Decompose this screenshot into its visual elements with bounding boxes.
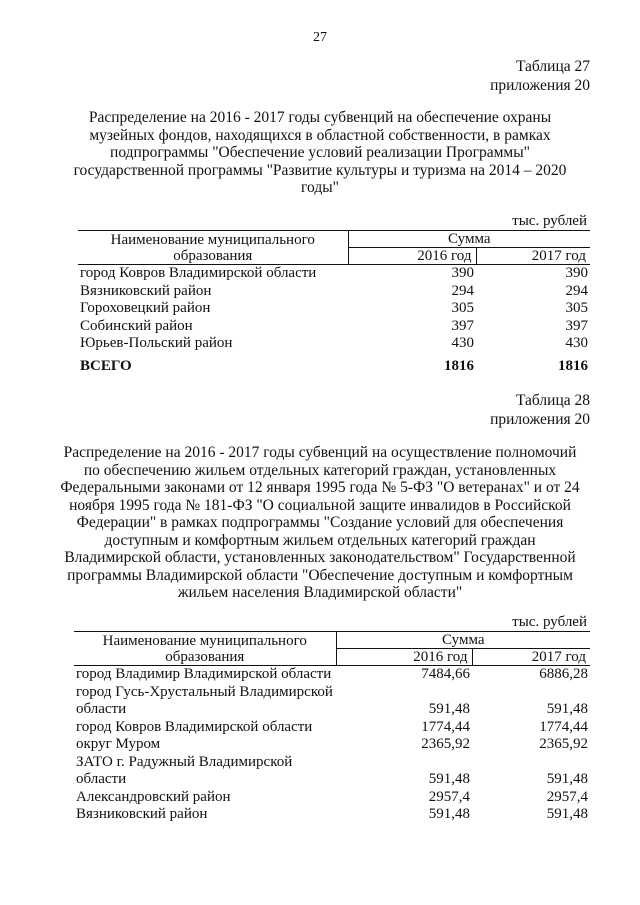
table28-label	[490, 391, 590, 429]
table28-title-line: по обеспечению жильем отдельных категорий граждан, установленных	[83, 461, 557, 479]
row-2017: 1774,44	[539, 718, 589, 735]
row-name: Гороховецкий район	[80, 300, 211, 316]
row-name-line2: области	[76, 771, 127, 787]
row-2017: 591,48	[546, 771, 589, 787]
row-2016: 390	[451, 265, 474, 281]
table28-header-2016: 2016 год	[336, 649, 472, 666]
table-row	[74, 806, 590, 824]
row-2017: 591,48	[546, 701, 589, 717]
table-row	[78, 335, 590, 353]
table27-label	[490, 57, 590, 95]
table28-label-line2: приложения 20	[490, 411, 590, 428]
table27-header-2016: 2016 год	[348, 248, 476, 265]
row-name-line1: Вязниковский район	[76, 806, 208, 822]
row-name	[74, 736, 336, 754]
row-name	[74, 806, 336, 824]
table28-title-line: Владимирской области, установленных законодательством" Государственной	[64, 549, 576, 566]
table-row	[74, 684, 590, 719]
table27-units: тыс. рублей	[512, 213, 587, 229]
table27	[78, 230, 590, 375]
table27-label-line2: приложения 20	[490, 77, 590, 94]
table28	[74, 631, 590, 824]
row-2016: 430	[451, 335, 474, 351]
table28-units: тыс. рублей	[512, 614, 587, 630]
header-name-line2: образования	[173, 247, 253, 264]
table28-title-line: жильем населения Владимирской области"	[177, 584, 463, 601]
total-2016: 1816	[444, 357, 474, 374]
table28-header-sum: Сумма	[336, 632, 590, 649]
row-name: город Ковров Владимирской области	[80, 265, 317, 281]
table28-title-line: доступным и комфортным жильем отдельных категорий граждан	[104, 531, 536, 549]
row-name	[74, 789, 336, 807]
row-2016: 591,48	[428, 701, 470, 717]
table-row	[78, 318, 590, 336]
header-name-line1: Наименование муниципального	[110, 231, 315, 248]
table28-title-line: Федерации" в рамках подпрограммы "Создание условий для обеспечения	[76, 514, 564, 531]
table-row	[74, 754, 590, 789]
table27-title-line: государственной программы "Развитие культуры и туризма на 2014 – 2020	[73, 161, 567, 179]
table-row	[74, 789, 590, 807]
page-number: 27	[313, 30, 327, 45]
table28-header-name	[74, 632, 336, 666]
row-name: Юрьев-Польский район	[80, 335, 233, 351]
table-row	[74, 666, 590, 684]
row-2017: 390	[565, 265, 589, 281]
table27-label-line1: Таблица 27	[515, 58, 590, 75]
row-name-line1: округ Муром	[76, 736, 161, 752]
row-name	[74, 754, 336, 789]
row-2017: 430	[565, 335, 589, 351]
table-row	[74, 719, 590, 737]
row-name-line1: город Ковров Владимирской области	[76, 718, 313, 735]
table27-title-line: подпрограммы "Обеспечение условий реализации Программы"	[110, 144, 530, 161]
table27-header-sum: Сумма	[348, 231, 590, 248]
row-2017: 591,48	[546, 806, 589, 822]
row-2017: 6886,28	[539, 666, 589, 682]
row-2017: 397	[565, 317, 589, 334]
row-2016: 305	[451, 300, 474, 316]
row-name-line1: ЗАТО г. Радужный Владимирской	[76, 753, 293, 770]
total-2017: 1816	[558, 357, 589, 374]
row-name-line2: области	[76, 701, 127, 717]
row-name: Вязниковский район	[80, 282, 212, 299]
table27-header-name	[78, 231, 348, 265]
row-name-line1: Александровский район	[76, 788, 231, 805]
table28-title	[60, 444, 580, 602]
row-2016: 7484,66	[421, 666, 470, 682]
row-2016: 2957,4	[428, 788, 470, 805]
total-label: ВСЕГО	[80, 357, 132, 374]
table28-header-2017: 2017 год	[472, 649, 590, 666]
row-2017: 2957,4	[546, 788, 589, 805]
table28-title-line: Федеральными законами от 12 января 1995 года № 5-ФЗ "О ветеранах" и от 24	[60, 479, 580, 496]
table27-title-line: музейных фондов, находящихся в областной собственности, в рамках	[89, 126, 551, 144]
row-2016: 2365,92	[421, 736, 470, 752]
table28-title-line: Распределение на 2016 - 2017 годы субвенций на осуществление полномочий	[63, 444, 577, 461]
row-2016: 1774,44	[421, 718, 470, 735]
row-name	[74, 666, 336, 684]
table28-label-line1: Таблица 28	[515, 392, 590, 409]
table27-title-line: Распределение на 2016 - 2017 годы субвенций на обеспечение охраны	[88, 109, 552, 126]
table27-title	[70, 109, 570, 197]
row-name: Собинский район	[80, 317, 193, 334]
row-name-line1: город Гусь-Хрустальный Владимирской	[76, 683, 333, 700]
row-2016: 591,48	[428, 806, 470, 822]
row-2016: 294	[451, 282, 474, 299]
row-2016: 591,48	[428, 771, 470, 787]
row-2016: 397	[451, 317, 474, 334]
row-2017: 294	[565, 282, 589, 299]
table28-title-line: ноября 1995 года № 181-ФЗ "О социальной защите инвалидов в Российской	[69, 496, 571, 514]
header-name-line1: Наименование муниципального	[102, 632, 307, 649]
row-2017: 305	[565, 300, 589, 316]
table-row	[78, 300, 590, 318]
row-2017: 2365,92	[539, 736, 589, 752]
header-name-line2: образования	[165, 648, 245, 665]
row-name-line1: город Владимир Владимирской области	[76, 666, 332, 682]
row-name	[74, 684, 336, 719]
table-row	[74, 736, 590, 754]
table27-header-2017: 2017 год	[476, 248, 590, 265]
table-row	[78, 283, 590, 301]
table-row	[78, 265, 590, 283]
table27-total-row	[78, 353, 590, 376]
row-name	[74, 719, 336, 737]
table28-title-line: программы Владимирской области "Обеспечение доступным и комфортным	[67, 566, 573, 584]
table27-title-line: годы"	[301, 179, 339, 196]
